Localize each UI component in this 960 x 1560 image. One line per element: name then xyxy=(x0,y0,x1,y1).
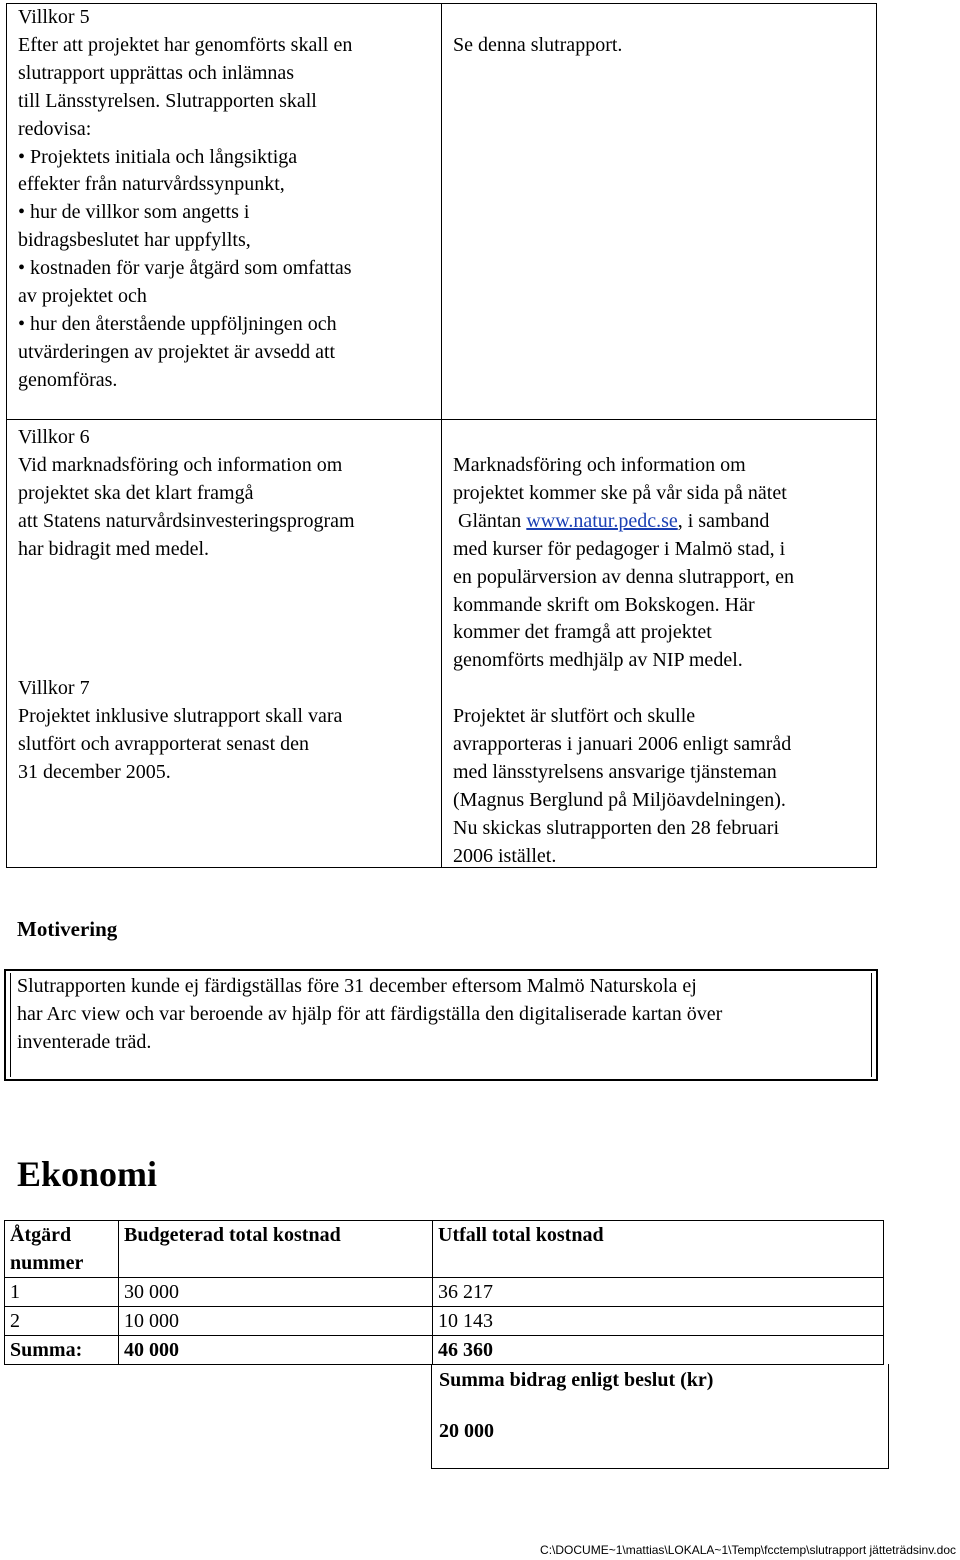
bidrag-label: Summa bidrag enligt beslut (kr) xyxy=(439,1369,714,1391)
text-line: projektet ska det klart framgå xyxy=(18,481,254,504)
text-line: har Arc view och var beroende av hjälp för att färdigställa den digitaliserade kartan över xyxy=(17,1003,723,1025)
bullet-line: • Projektets initiala och långsiktiga xyxy=(18,145,298,168)
text-line: till Länsstyrelsen. Slutrapporten skall xyxy=(18,89,317,112)
text-line: kommer det framgå att projektet xyxy=(453,621,712,644)
row-divider xyxy=(7,419,876,420)
text-line: en populärversion av denna slutrapport, en xyxy=(453,565,795,588)
text-line: kommande skrift om Bokskogen. Här xyxy=(453,593,755,616)
text-line: har bidragit med medel. xyxy=(18,537,210,560)
villkor-6-response xyxy=(453,452,794,675)
text-line: Efter att projektet har genomförts skall en xyxy=(18,33,353,56)
text-line: slutrapport upprättas och inlämnas xyxy=(18,61,295,84)
text-line-with-link xyxy=(453,508,794,536)
bidrag-value: 20 000 xyxy=(439,1420,494,1442)
villkor-6-text xyxy=(18,424,355,564)
text-line: utvärderingen av projektet är avsedd att xyxy=(18,340,336,363)
table-row xyxy=(5,1278,884,1307)
text-line: Projektet är slutfört och skulle xyxy=(453,705,696,727)
table-cell: 2 xyxy=(5,1307,119,1336)
table-cell: 1 xyxy=(5,1278,119,1307)
villkor-7-title: Villkor 7 xyxy=(18,677,90,699)
table-cell: 10 000 xyxy=(119,1307,433,1336)
header-cell: Budgeterad total kostnad xyxy=(119,1221,433,1278)
text-line: effekter från naturvårdssynpunkt, xyxy=(18,173,285,196)
motivering-heading: Motivering xyxy=(17,917,118,941)
text-line: att Statens naturvårdsinvesteringsprogram xyxy=(18,509,355,532)
table-cell: 36 217 xyxy=(433,1278,884,1307)
villkor-5-response xyxy=(453,32,622,60)
table-cell: 10 143 xyxy=(433,1307,884,1336)
text-line: redovisa: xyxy=(18,117,92,140)
ekonomi-heading: Ekonomi xyxy=(17,1154,158,1194)
bullet-line: • hur de villkor som angetts i xyxy=(18,201,250,224)
bullet-line: • hur den återstående uppföljningen och xyxy=(18,312,337,335)
text-line: med länsstyrelsens ansvarige tjänsteman xyxy=(453,760,777,783)
footer-file-path: C:\DOCUME~1\mattias\LOKALA~1\Temp\fcctemp\slutrapport jätteträdsinv.doc xyxy=(540,1543,956,1557)
villkor-7-text xyxy=(18,675,342,787)
table-row xyxy=(5,1307,884,1336)
sum-row xyxy=(5,1336,884,1365)
economy-table xyxy=(4,1220,884,1365)
text-fragment: Gläntan xyxy=(453,509,527,532)
text-line: 2006 istället. xyxy=(453,844,557,867)
text-line: av projektet och xyxy=(18,285,147,308)
text-line: 31 december 2005. xyxy=(18,760,171,783)
text-line: Se denna slutrapport. xyxy=(453,34,623,56)
text-line: med kurser för pedagoger i Malmö stad, i xyxy=(453,537,786,560)
header-cell: Åtgärd nummer xyxy=(5,1221,119,1278)
text-line: bidragsbeslutet har uppfyllts, xyxy=(18,229,251,252)
header-cell: Utfall total kostnad xyxy=(433,1221,884,1278)
table-cell: 30 000 xyxy=(119,1278,433,1307)
text-line: Projektet inklusive slutrapport skall vara xyxy=(18,704,343,727)
motivering-text xyxy=(17,972,722,1056)
text-line: Vid marknadsföring och information om xyxy=(18,453,343,476)
text-line: genomföras. xyxy=(18,368,118,391)
villkor-5-text xyxy=(18,4,352,395)
conditions-table xyxy=(6,3,877,868)
text-line: avrapporteras i januari 2006 enligt samråd xyxy=(453,732,792,755)
website-link[interactable]: www.natur.pedc.se xyxy=(526,509,678,532)
column-divider xyxy=(441,4,442,867)
villkor-5-title: Villkor 5 xyxy=(18,6,90,28)
text-line: genomförts medhjälp av NIP medel. xyxy=(453,649,743,672)
text-line: Slutrapporten kunde ej färdigställas före 31 december eftersom Malmö Naturskola ej xyxy=(17,975,697,997)
bidrag-box xyxy=(431,1364,889,1469)
table-header-row xyxy=(5,1221,884,1278)
text-line: projektet kommer ske på vår sida på nätet xyxy=(453,481,787,504)
bullet-line: • kostnaden för varje åtgärd som omfattas xyxy=(18,257,352,280)
text-line: inventerade träd. xyxy=(17,1031,152,1053)
villkor-6-title: Villkor 6 xyxy=(18,426,90,448)
text-line: Marknadsföring och information om xyxy=(453,454,746,476)
table-cell: 46 360 xyxy=(433,1336,884,1365)
table-cell: Summa: xyxy=(5,1336,119,1365)
text-line: slutfört och avrapporterat senast den xyxy=(18,732,310,755)
table-cell: 40 000 xyxy=(119,1336,433,1365)
text-line: (Magnus Berglund på Miljöavdelningen). xyxy=(453,788,786,811)
text-fragment: , i samband xyxy=(677,509,770,532)
villkor-7-response xyxy=(453,703,791,870)
text-line: Nu skickas slutrapporten den 28 februari xyxy=(453,816,780,839)
